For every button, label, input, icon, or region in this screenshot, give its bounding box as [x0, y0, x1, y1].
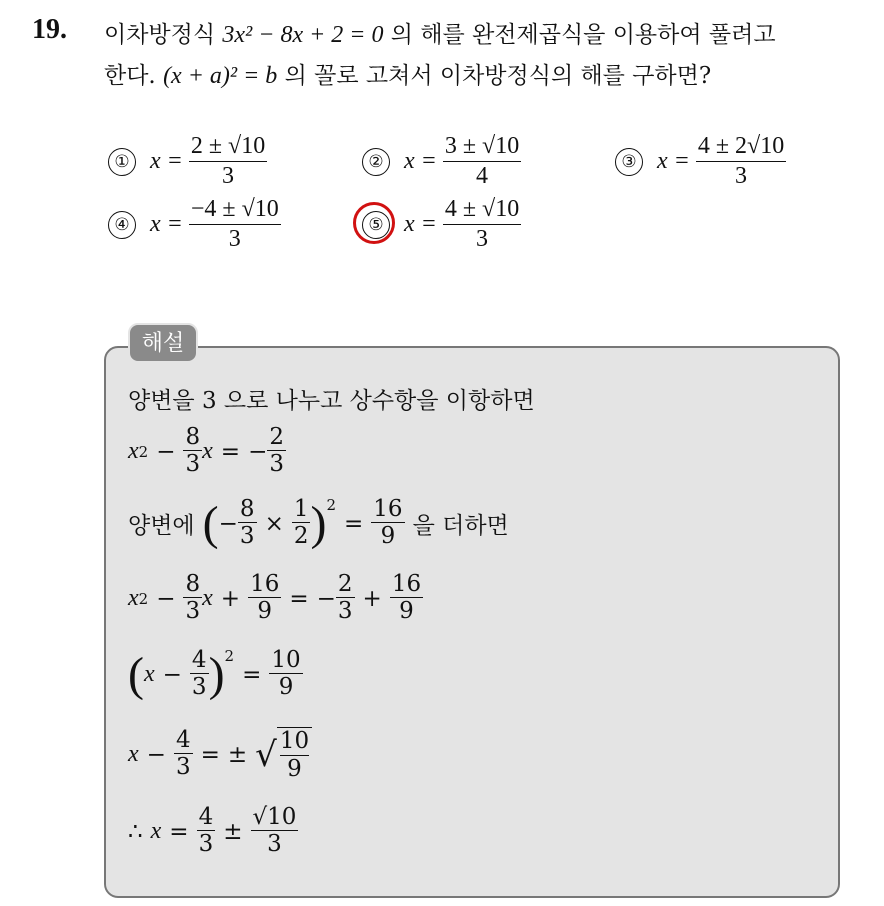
solution-step-1: 양변을 3 으로 나누고 상수항을 이항하면	[128, 388, 535, 414]
choice-number: ②	[362, 148, 390, 176]
question-text: 의 꼴로 고쳐서 이차방정식의 해를 구하면?	[277, 63, 712, 89]
choice-number: ⑤	[362, 211, 390, 239]
choice-lhs: x =	[150, 211, 183, 238]
fraction-denominator: 3	[735, 162, 748, 189]
question-line-2	[104, 57, 711, 90]
fraction-denominator: 3	[228, 225, 241, 252]
choice-number: ①	[108, 148, 136, 176]
solution-step-3: 양변에 ( − $\frac{8}{3}$ × $\frac{1}{2}$ ) 2 = $\frac{16}{9}$ 을 더하면	[128, 496, 509, 550]
choice-lhs: x =	[404, 211, 437, 238]
choice-1[interactable]	[108, 133, 267, 190]
choice-2[interactable]	[362, 133, 521, 190]
fraction-numerator: 4 ± √10	[443, 196, 521, 225]
question-text: 이차방정식	[104, 22, 223, 48]
solution-step-5: ( x − $\frac{4}{3}$ ) 2 = $\frac{10}{9}$	[128, 647, 301, 701]
fraction-denominator: 4	[476, 162, 489, 189]
choice-fraction	[189, 196, 281, 253]
choice-lhs: x =	[657, 148, 690, 175]
fraction-denominator: 3	[222, 162, 235, 189]
choice-lhs: x =	[150, 148, 183, 175]
choice-3[interactable]	[615, 133, 786, 190]
fraction-numerator: 3 ± √10	[443, 133, 521, 162]
choice-number: ④	[108, 211, 136, 239]
question-text: 의 해를 완전제곱식을 이용하여 풀려고	[383, 22, 776, 48]
solution-tag: 해설	[128, 323, 198, 363]
question-form: (x + a)² = b	[163, 63, 278, 89]
question-text: 한다.	[104, 63, 164, 89]
choice-fraction	[443, 196, 521, 253]
solution-step-6: x − $\frac{4}{3}$ = ± √ 10 9	[128, 727, 312, 782]
fraction-denominator: 3	[476, 225, 489, 252]
choice-fraction	[189, 133, 267, 190]
solution-step-4: x 2 − $\frac{8}{3}$ x + $\frac{16}{9}$ = − $\frac{2}{3}$ + $\frac{16}{9}$	[128, 571, 422, 625]
choice-lhs: x =	[404, 148, 437, 175]
fraction-numerator: 2 ± √10	[189, 133, 267, 162]
question-line-1	[104, 16, 776, 49]
question-number: 19.	[32, 14, 67, 45]
choice-fraction	[443, 133, 521, 190]
fraction-numerator: 4 ± 2√10	[696, 133, 786, 162]
choice-number: ③	[615, 148, 643, 176]
choice-5[interactable]	[362, 196, 521, 253]
choice-4[interactable]	[108, 196, 281, 253]
solution-step-7: ∴ x = $\frac{4}{3}$ ± $\frac{√10}{3}$	[128, 804, 297, 858]
solution-step-2: x 2 − $\frac{8}{3}$ x = − $\frac{2}{3}$	[128, 424, 284, 478]
choice-fraction	[696, 133, 786, 190]
question-equation: 3x² − 8x + 2 = 0	[222, 22, 384, 48]
fraction-numerator: −4 ± √10	[189, 196, 281, 225]
